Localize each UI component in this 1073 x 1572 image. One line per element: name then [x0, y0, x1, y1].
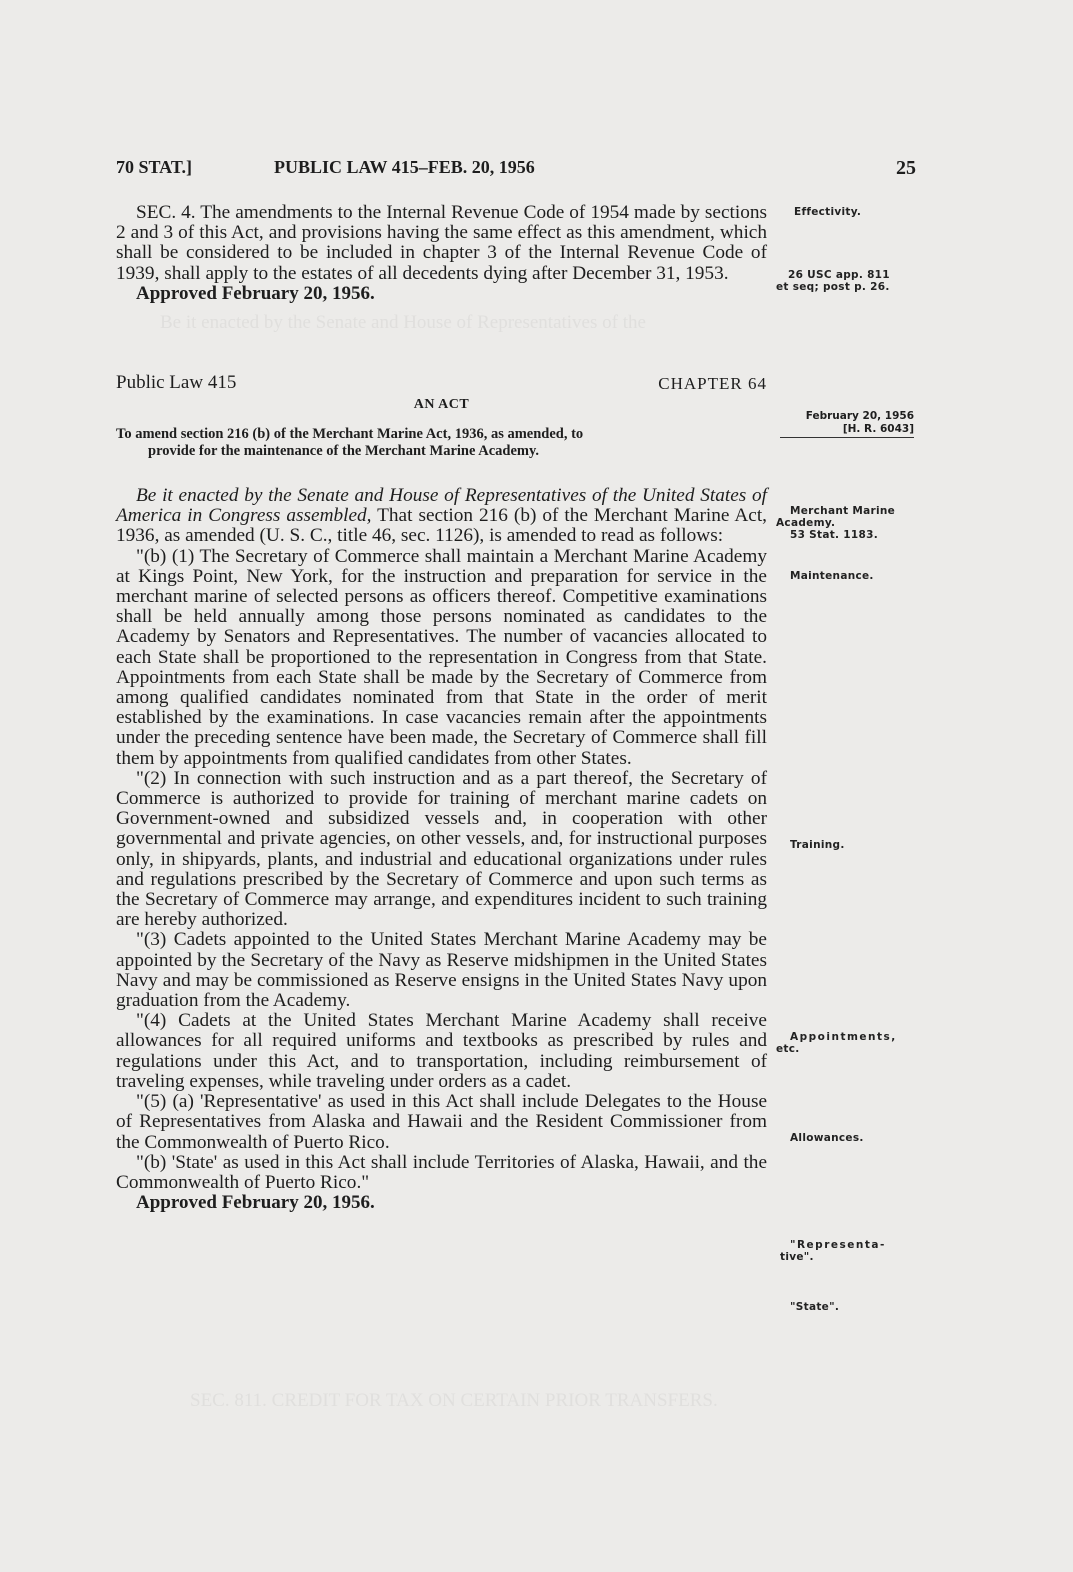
bleed-through-text: SEC. 811. CREDIT FOR TAX ON CERTAIN PRIOR TRANSFERS. [190, 1390, 718, 1411]
margin-note-representative: "Representa- [790, 1239, 886, 1251]
approval-line: Approved February 20, 1956. [136, 282, 375, 304]
margin-note-academy: Academy. [776, 517, 836, 529]
volume-reference: 70 STAT.] [116, 157, 193, 177]
margin-note-effectivity: Effectivity. [794, 206, 862, 218]
enacting-clause [116, 486, 767, 547]
chapter-number: CHAPTER 64 [658, 374, 767, 393]
margin-note-maintenance: Maintenance. [790, 570, 874, 582]
enacting-clause-rest: That section 216 (b) of the Merchant Marine Act, 1936, as amended (U. S. C., title 46, sec. 1126), is amended to read as follows: [116, 505, 768, 547]
margin-note-merchant-marine: Merchant Marine [790, 505, 896, 517]
margin-note-usc-cont: et seq; post p. 26. [776, 281, 890, 293]
margin-note-date [780, 410, 914, 438]
section-4 [116, 203, 767, 304]
margin-note-etc: etc. [776, 1043, 800, 1055]
margin-note-training: Training. [790, 839, 845, 851]
margin-note-representative-cont: tive". [780, 1251, 814, 1263]
paragraph-3: "(3) Cadets appointed to the United States Merchant Marine Academy may be appointed by the Secretary of the Navy as Reserve midshipmen in the United States Navy and may be commissioned as Reserve ensigns in the United States Navy upon graduation from the Academy. [116, 929, 767, 1012]
act-body [116, 486, 767, 1213]
margin-note-usc: 26 USC app. 811 [788, 269, 890, 281]
paragraph-b1: "(b) (1) The Secretary of Commerce shall maintain a Merchant Marine Academy at Kings Point, New York, for the instruction and preparation for service in the merchant marine of selected persons as officers thereof. Competitive examinations shall be held annually among those persons nominated as candidates to the Academy by Senators and Representatives. The number of vacancies allocated to each State shall be proportioned to the representation in Congress from that State. Appointments from each State shall be made by the Secretary of Commerce from among qualified candidates nominated from that State in the order of merit established by the examinations. In case vacancies remain after the appointments under the preceding sentence have been made, the Secretary of Commerce shall fill them by appointments from qualified candidates from other States. [116, 545, 767, 769]
final-approval-line: Approved February 20, 1956. [136, 1192, 375, 1214]
act-purpose [116, 426, 767, 460]
law-heading [116, 372, 767, 396]
bleed-through-text: Be it enacted by the Senate and House of Representatives of the [160, 312, 646, 333]
paragraph-5a: "(5) (a) 'Representative' as used in this Act shall include Delegates to the House of Representatives from Alaska and Hawaii and the Resident Commissioner from the Commonwealth of Puerto Rico. [116, 1091, 767, 1153]
margin-note-state: "State". [790, 1301, 840, 1313]
act-purpose-line: provide for the maintenance of the Merchant Marine Academy. [148, 443, 540, 459]
act-title: AN ACT [413, 397, 470, 412]
margin-note-appointments: Appointments, [790, 1031, 897, 1043]
bill-number: [H. R. 6043] [780, 423, 914, 438]
public-law-number: Public Law 415 [116, 372, 237, 393]
paragraph-4: "(4) Cadets at the United States Merchant Marine Academy shall receive allowances for all required uniforms and textbooks as prescribed by rules and regulations under this Act, and to transportation, including reimbursement of traveling expenses, while traveling under orders as a cadet. [116, 1010, 767, 1092]
section-4-text: SEC. 4. The amendments to the Internal Revenue Code of 1954 made by sections 2 and 3 of this Act, and provisions having the same effect as this amendment, which shall be considered to be included in chapter 3 of the Internal Revenue Code of 1939, shall apply to the estates of all decedents dying after December 31, 1953. [116, 202, 767, 284]
running-head [116, 157, 916, 181]
margin-note-stat: 53 Stat. 1183. [790, 529, 879, 541]
approval-date: February 20, 1956 [805, 410, 914, 422]
paragraph-2: "(2) In connection with such instruction and as a part thereof, the Secretary of Commerce is authorized to provide for training of merchant marine cadets on Government-owned and subsidized vessels and, in cooperation with other governmental and private agencies, on other vessels, and, for instructional purposes only, in shipyards, plants, and industrial and educational organizations under rules and regulations prescribed by the Secretary of Commerce and upon such terms as the Secretary of Commerce may arrange, and expenditures incident to such training are hereby authorized. [116, 767, 767, 931]
paragraph-5b: "(b) 'State' as used in this Act shall include Territories of Alaska, Hawaii, and the Commonwealth of Puerto Rico." [116, 1151, 767, 1193]
act-purpose-line: To amend section 216 (b) of the Merchant Marine Act, 1936, as amended, to [116, 426, 584, 442]
page-number: 25 [896, 157, 916, 179]
margin-note-allowances: Allowances. [790, 1132, 864, 1144]
enacting-clause-italic: Be it enacted by the Senate and House of Representatives of the United States of America in Congress assembled, [116, 485, 767, 527]
law-reference: PUBLIC LAW 415–FEB. 20, 1956 [274, 157, 535, 177]
